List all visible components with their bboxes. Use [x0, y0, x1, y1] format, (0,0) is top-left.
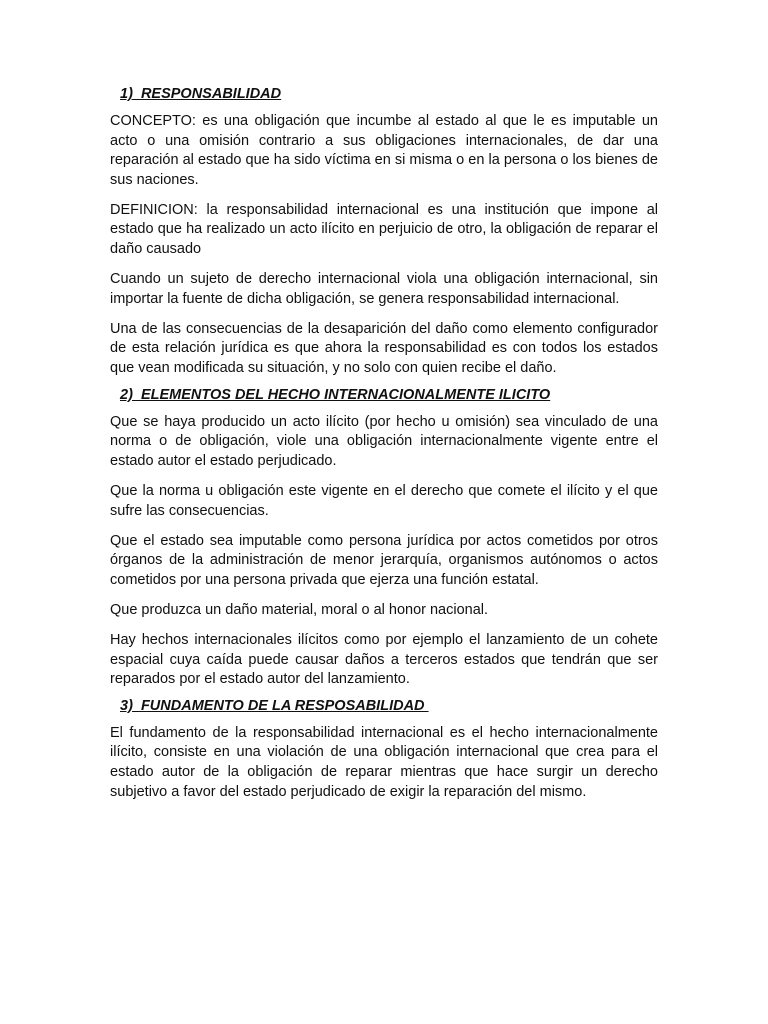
section-elementos [110, 385, 658, 690]
paragraph: Una de las consecuencias de la desaparición del daño como elemento configurador de esta relación jurídica es que ahora la responsabilidad es con todos los estados que vean modificada su situación, y no solo con quien recibe el daño. [110, 320, 658, 377]
paragraph: Cuando un sujeto de derecho internacional viola una obligación internacional, sin importar la fuente de dicha obligación, se genera responsabilidad internacional. [110, 271, 658, 307]
paragraph-definicion: DEFINICION: la responsabilidad internacional es una institución que impone al estado que ha realizado un acto ilícito en perjuicio de otro, la obligación de reparar el daño causado [110, 201, 658, 258]
section-responsabilidad [110, 84, 658, 379]
paragraph: Que produzca un daño material, moral o al honor nacional. [110, 601, 489, 618]
paragraph: Que el estado sea imputable como persona jurídica por actos cometidos por otros órganos de la administración de menor jerarquía, organismos autónomos o actos cometidos por una persona privada que ejerza una función estatal. [110, 532, 658, 588]
paragraph: Que la norma u obligación este vigente en el derecho que comete el ilícito y el que sufre las consecuencias. [110, 482, 658, 519]
section-heading: 2) ELEMENTOS DEL HECHO INTERNACIONALMENTE ILICITO [120, 386, 551, 403]
paragraph: Hay hechos internacionales ilícitos como por ejemplo el lanzamiento de un cohete espacial cuya caída puede causar daños a terceros estados que tendrán que ser reparados por el estado autor del lanzamiento. [110, 631, 658, 688]
paragraph: Que se haya producido un acto ilícito (por hecho u omisión) sea vinculado de una norma o de obligación, viole una obligación internacionalmente vigente entre el estado autor el estado perjudicado. [110, 413, 658, 469]
document-page [110, 84, 658, 813]
section-heading: 1) RESPONSABILIDAD [120, 86, 282, 102]
section-heading: 3) FUNDAMENTO DE LA RESPOSABILIDAD [120, 697, 429, 714]
paragraph-concepto: CONCEPTO: es una obligación que incumbe al estado al que le es imputable un acto o una omisión contrario a sus obligaciones internacionales, de dar una reparación al estado que ha sido víctima en si misma o en la persona o los bienes de sus naciones. [110, 113, 658, 188]
paragraph: El fundamento de la responsabilidad internacional es el hecho internacionalmente ilícito, consiste en una violación de una obligación internacional que crea para el estado autor de la obligación de reparar mientras que hace surgir un derecho subjetivo a favor del estado perjudicado de exigir la reparación del mismo. [110, 724, 658, 800]
section-fundamento [110, 696, 658, 802]
